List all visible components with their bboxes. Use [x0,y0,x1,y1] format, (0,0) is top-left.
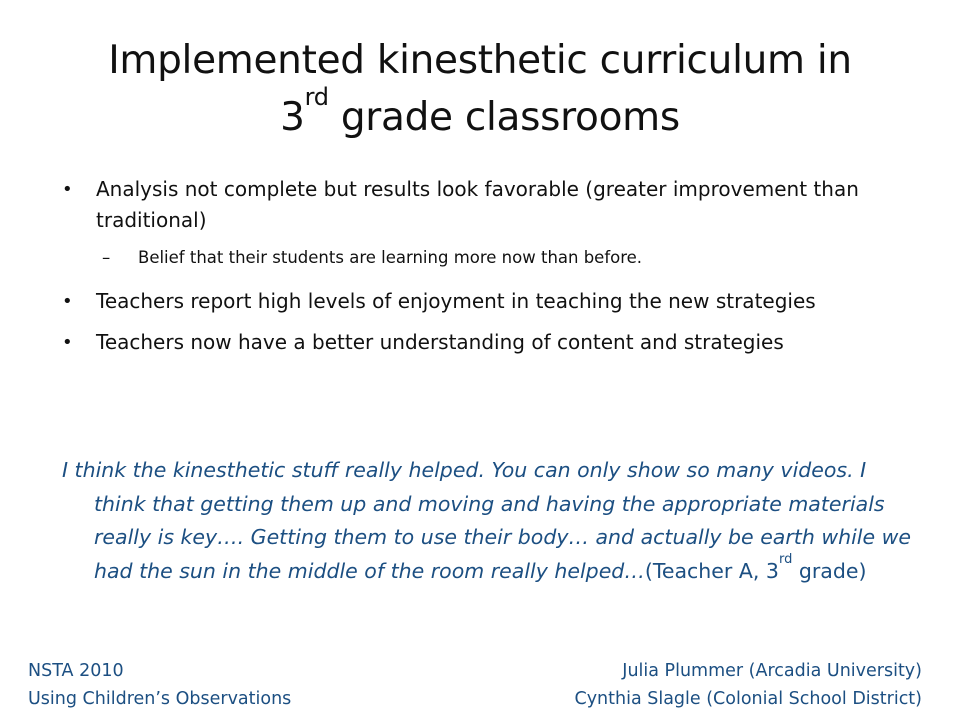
quote-text: I think the kinesthetic stuff really helped. You can only show so many videos. I think that getting them up and moving and having the appropriate materials really is key…. Getting them to use their body… and actually be earth while we had the sun in the middle of the room really helped… [62,458,911,583]
footer-conference: NSTA 2010 [28,661,124,681]
quote-attribution [644,551,867,583]
bullet-item [62,286,922,317]
sub-bullet-item [62,244,922,272]
title-line-1: Implemented kinesthetic curriculum in [108,38,852,83]
title-grade-superscript: rd [304,83,329,111]
bullet-item [62,327,922,358]
bullet-icon: • [62,291,73,312]
footer-session: Using Children’s Observations [28,689,292,709]
dash-icon: – [102,248,111,267]
bullet-list [62,174,922,358]
attribution-superscript: rd [778,551,793,567]
slide-title [40,32,920,146]
sub-bullet-text: Belief that their students are learning more now than before. [138,248,643,267]
bullet-icon: • [62,332,73,353]
attribution-text: (Teacher A, 3 [644,558,779,583]
footer-left [28,657,291,713]
title-line-2-rest: grade classrooms [328,95,680,140]
footer-right [574,657,922,713]
title-grade-number: 3 [280,95,305,140]
bullet-text: Analysis not complete but results look favorable (greater improvement than traditional) [96,177,859,232]
bullet-item [62,174,922,236]
bullet-text: Teachers now have a better understanding of content and strategies [96,330,784,354]
footer-author-2: Cynthia Slagle (Colonial School District) [574,689,922,709]
bullet-icon: • [62,179,73,200]
footer-author-1: Julia Plummer (Arcadia University) [622,661,922,681]
title-line-2 [40,83,920,146]
attribution-rest: grade) [792,558,867,583]
teacher-quote [62,454,924,588]
bullet-text: Teachers report high levels of enjoyment in teaching the new strategies [96,289,816,313]
